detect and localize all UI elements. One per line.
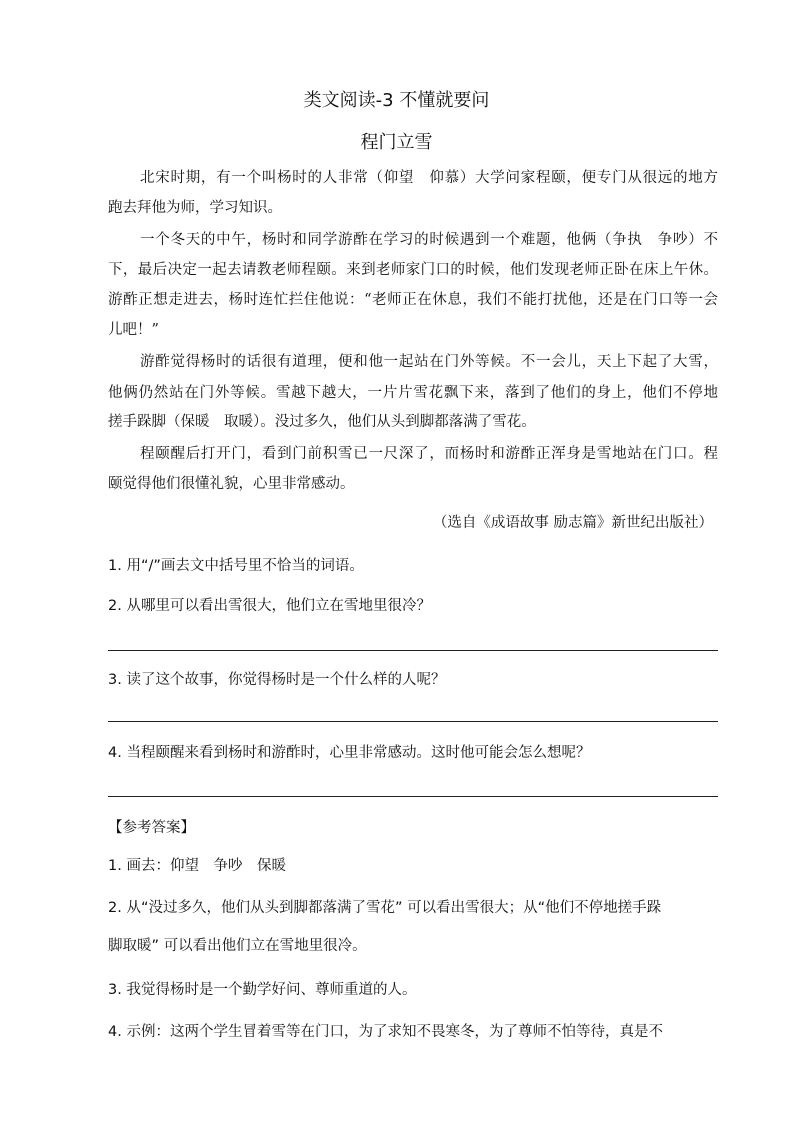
passage-line: 儿吧！” (108, 322, 159, 338)
question-2: 2. 从哪里可以看出雪很大，他们立在雪地里很冷？ (108, 598, 431, 614)
passage-line: 一个冬天的中午，杨时和同学游酢在学习的时候遇到一个难题，他俩（争执 争吵）不 (140, 232, 718, 248)
answer-line (108, 796, 718, 797)
answer-line (108, 721, 718, 722)
question-3: 3. 读了这个故事，你觉得杨时是一个什么样的人呢？ (108, 672, 446, 688)
passage-line: 搓手跺脚（保暖 取暖）。没过多久，他们从头到脚都落满了雪花。 (108, 414, 536, 430)
passage-line: 下，最后决定一起去请教老师程颐。来到老师家门口的时候，他们发现老师正卧在床上午休。 (108, 262, 718, 278)
answer-1: 1. 画去：仰望 争吵 保暖 (108, 858, 286, 874)
story-title: 程门立雪 (360, 132, 433, 153)
answer-3: 3. 我觉得杨时是一个勤学好问、尊师重道的人。 (108, 982, 417, 998)
question-4: 4. 当程颐醒来看到杨时和游酢时，心里非常感动。这时他可能会怎么想呢？ (108, 745, 591, 761)
answer-line (108, 650, 718, 651)
document-title: 类文阅读-3 不懂就要问 (303, 90, 490, 111)
passage-line: 跑去拜他为师，学习知识。 (108, 200, 282, 216)
answers-heading: 【参考答案】 (108, 820, 195, 836)
answer-2-cont: 脚取暖” 可以看出他们立在雪地里很冷。 (108, 938, 367, 954)
passage-line: 游酢觉得杨时的话很有道理，便和他一起站在门外等候。不一会儿，天上下起了大雪， (140, 354, 718, 370)
source-citation: （选自《成语故事 励志篇》新世纪出版社） (432, 515, 713, 531)
answer-4: 4. 示例：这两个学生冒着雪等在门口，为了求知不畏寒冬，为了尊师不怕等待，真是不 (108, 1024, 663, 1040)
question-1: 1. 用“/”画去文中括号里不恰当的词语。 (108, 558, 364, 574)
answer-2: 2. 从“没过多久，他们从头到脚都落满了雪花” 可以看出雪很大；从“他们不停地搓手跺 (108, 900, 662, 916)
passage-line: 游酢正想走进去，杨时连忙拦住他说：“老师正在休息，我们不能打扰他，还是在门口等一会 (108, 292, 718, 308)
passage-line: 他俩仍然站在门外等候。雪越下越大，一片片雪花飘下来，落到了他们的身上，他们不停地 (108, 385, 718, 401)
passage-line: 北宋时期，有一个叫杨时的人非常（仰望 仰慕）大学问家程颐，便专门从很远的地方 (140, 170, 718, 186)
passage-line: 程颐醒后打开门，看到门前积雪已一尺深了，而杨时和游酢正浑身是雪地站在门口。程 (140, 446, 718, 462)
passage-line: 颐觉得他们很懂礼貌，心里非常感动。 (108, 476, 355, 492)
